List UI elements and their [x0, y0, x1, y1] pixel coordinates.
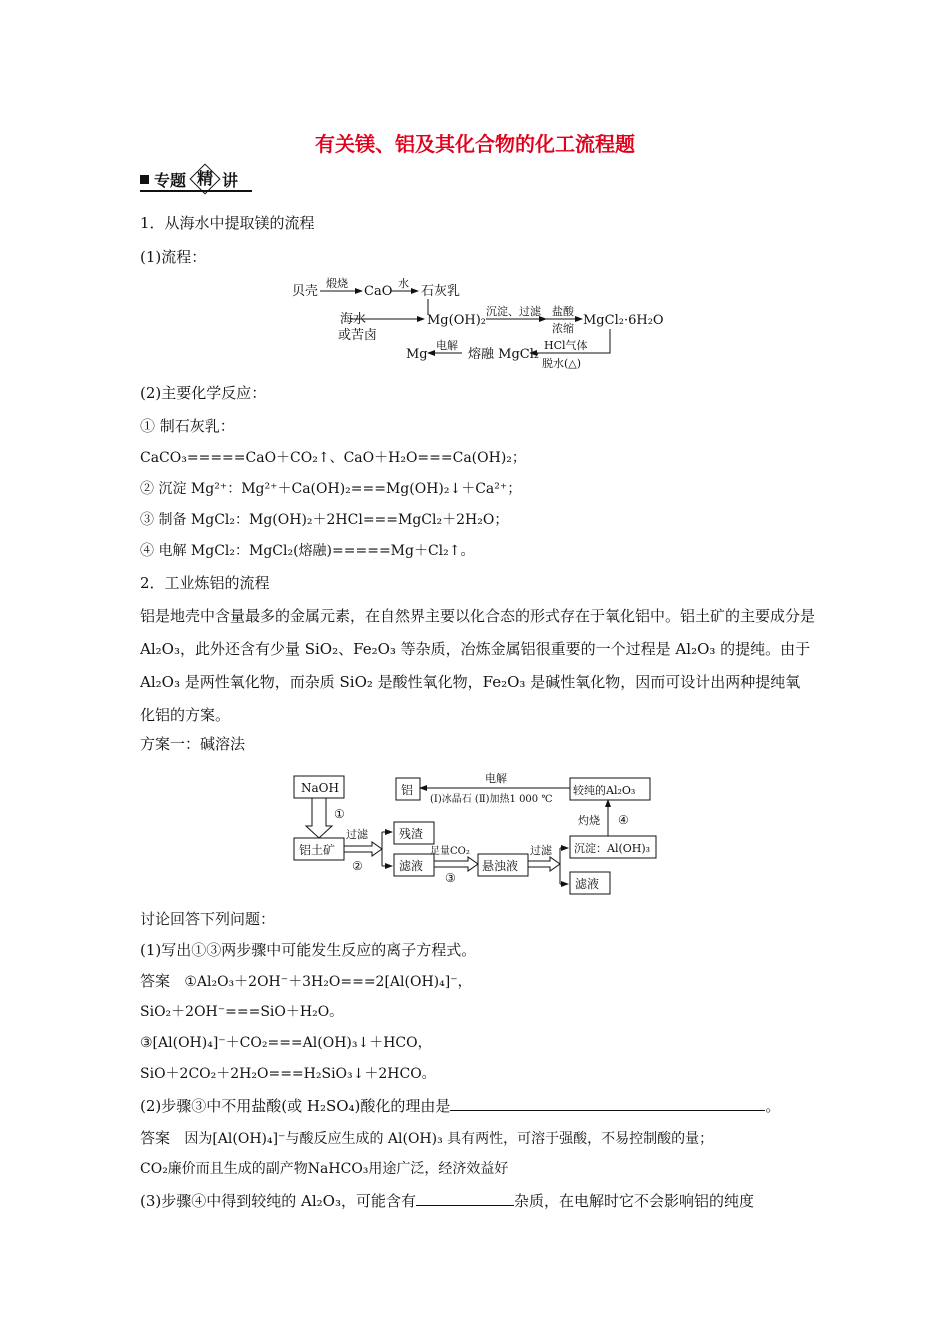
f2-lv: 铝 [401, 783, 414, 797]
question3-blank[interactable] [416, 1191, 514, 1206]
magnesium-flow-diagram [290, 275, 670, 375]
f2-xuanzhuo: 悬浊液 [482, 859, 519, 873]
answer1-label: 答案 [140, 972, 171, 990]
banner-text-c: 讲 [222, 171, 239, 190]
f2-zhuoshao: 灼烧 [578, 814, 600, 827]
question2-text: (2)步骤③中不用盐酸(或 H₂SO₄)酸化的理由是 [140, 1097, 451, 1115]
question2-end: 。 [765, 1097, 781, 1115]
f1-beike: 贝壳 [292, 284, 319, 299]
f1-duanshao: 煅烧 [326, 277, 348, 290]
answer2-text1: 因为[Al(OH)₄]⁻与酸反应生成的 Al(OH)₃ 具有两性，可溶于强酸，不易控制酸的量； [184, 1131, 714, 1147]
square-bullet-icon [140, 175, 149, 184]
reaction1-title: ① 制石灰乳： [140, 417, 235, 435]
f2-lvye2: 滤液 [575, 877, 600, 891]
f1-nongsuo: 浓缩 [552, 322, 574, 335]
f1-cao: CaO [364, 284, 393, 299]
answer2-line1 [140, 1128, 815, 1149]
question3-text: (3)步骤④中得到较纯的 Al₂O₃，可能含有 [140, 1192, 416, 1210]
f1-dianjie: 电解 [436, 339, 458, 352]
section2-heading: 2．工业炼铝的流程 [140, 574, 270, 592]
f2-jiaochun: 较纯的Al₂O₃ [573, 784, 636, 797]
answer2-label: 答案 [140, 1129, 171, 1147]
f1-mgoh2: Mg(OH)₂ [427, 313, 486, 328]
f2-c2: ② [352, 859, 363, 873]
banner-text-a: 专题 [154, 171, 187, 190]
discuss-heading: 讨论回答下列问题： [140, 910, 276, 928]
f2-chendian: 沉淀：Al(OH)₃ [574, 842, 651, 855]
question3 [140, 1191, 815, 1211]
f1-chendian: 沉淀、过滤 [486, 305, 541, 318]
section1-p2: (2)主要化学反应： [140, 384, 267, 402]
f1-tuoshui: 脱水(△) [542, 357, 582, 370]
f1-rongrong: 熔融 MgCl₂ [468, 347, 540, 362]
banner-diamond [191, 166, 219, 192]
f1-kulu: 或苦卤 [338, 328, 378, 343]
reaction4: ④ 电解 MgCl₂：MgCl₂(熔融)=====Mg＋Cl₂↑。 [140, 543, 475, 559]
f1-haishui: 海水 [340, 312, 367, 327]
answer2-line2: CO₂廉价而且生成的副产物NaHCO₃用途广泛，经济效益好 [140, 1161, 509, 1177]
section-banner [140, 168, 260, 192]
f2-dianjie: 电解 [485, 772, 507, 785]
answer1-line3: ③[Al(OH)₄]⁻＋CO₂===Al(OH)₃↓＋HCO， [140, 1035, 432, 1051]
banner-underline [140, 190, 252, 192]
f1-yansuan: 盐酸 [552, 305, 574, 318]
f2-c1: ① [334, 807, 345, 821]
f1-shui: 水 [398, 277, 409, 290]
f2-c3: ③ [445, 871, 456, 885]
aluminum-flow-diagram [290, 766, 670, 896]
f2-c4: ④ [618, 813, 629, 827]
section1-heading: 1．从海水中提取镁的流程 [140, 214, 315, 232]
page-title: 有关镁、铝及其化合物的化工流程题 [315, 132, 635, 156]
f2-bingjing: (Ⅰ)冰晶石 (Ⅱ)加热1 000 ℃ [430, 794, 553, 805]
answer1-eq1: ①Al₂O₃＋2OH⁻＋3H₂O===2[Al(OH)₄]⁻， [184, 974, 472, 990]
reaction3: ③ 制备 MgCl₂：Mg(OH)₂＋2HCl===MgCl₂＋2H₂O； [140, 512, 509, 528]
question2 [140, 1096, 815, 1116]
f2-guolv2: 过滤 [530, 844, 552, 857]
question2-blank[interactable] [450, 1096, 765, 1111]
answer1-line1 [140, 971, 815, 992]
f2-lutukuang: 铝土矿 [299, 843, 336, 857]
reaction1-equation: CaCO₃=====CaO＋CO₂↑、CaO＋H₂O===Ca(OH)₂； [140, 450, 526, 466]
reaction2: ② 沉淀 Mg²⁺：Mg²⁺＋Ca(OH)₂===Mg(OH)₂↓＋Ca²⁺； [140, 481, 522, 497]
f2-canzha: 残渣 [399, 827, 424, 841]
f2-guolv1: 过滤 [346, 828, 368, 841]
banner-text-b: 精 [196, 169, 213, 188]
f2-lvye1: 滤液 [399, 859, 424, 873]
question3-text2: 杂质，在电解时它不会影响铝的纯度 [513, 1192, 754, 1210]
f2-zuliang: 足量CO₂ [430, 846, 470, 857]
f1-mg: Mg [406, 347, 428, 362]
f1-hcl: HCl气体 [544, 339, 588, 352]
plan1-label: 方案一：碱溶法 [140, 735, 246, 753]
section1-p1: (1)流程： [140, 248, 207, 266]
answer1-line2: SiO₂＋2OH⁻===SiO＋H₂O。 [140, 1004, 344, 1020]
f1-shihuiru: 石灰乳 [421, 284, 461, 299]
f2-naoh: NaOH [301, 781, 339, 795]
f1-mgcl2h2o: MgCl₂·6H₂O [583, 313, 664, 328]
question1: (1)写出①③两步骤中可能发生反应的离子方程式。 [140, 941, 477, 959]
answer1-line4: SiO＋2CO₂＋2H₂O===H₂SiO₃↓＋2HCO。 [140, 1066, 436, 1082]
section2-paragraph: 铝是地壳中含量最多的金属元素，在自然界主要以化合态的形式存在于氧化铝中。铝土矿的主要成分是 Al₂O₃，此外还含有少量 SiO₂、Fe₂O₃ 等杂质，冶炼金属铝很重要的一个过程是 Al₂O₃ 的提纯。由于 Al₂O₃ 是两性氧化物，而杂质 SiO₂ 是酸性氧化物，Fe₂O₃ 是碱性氧化物，因而可设计出两种提纯氧化铝的方案。 [140, 607, 816, 724]
